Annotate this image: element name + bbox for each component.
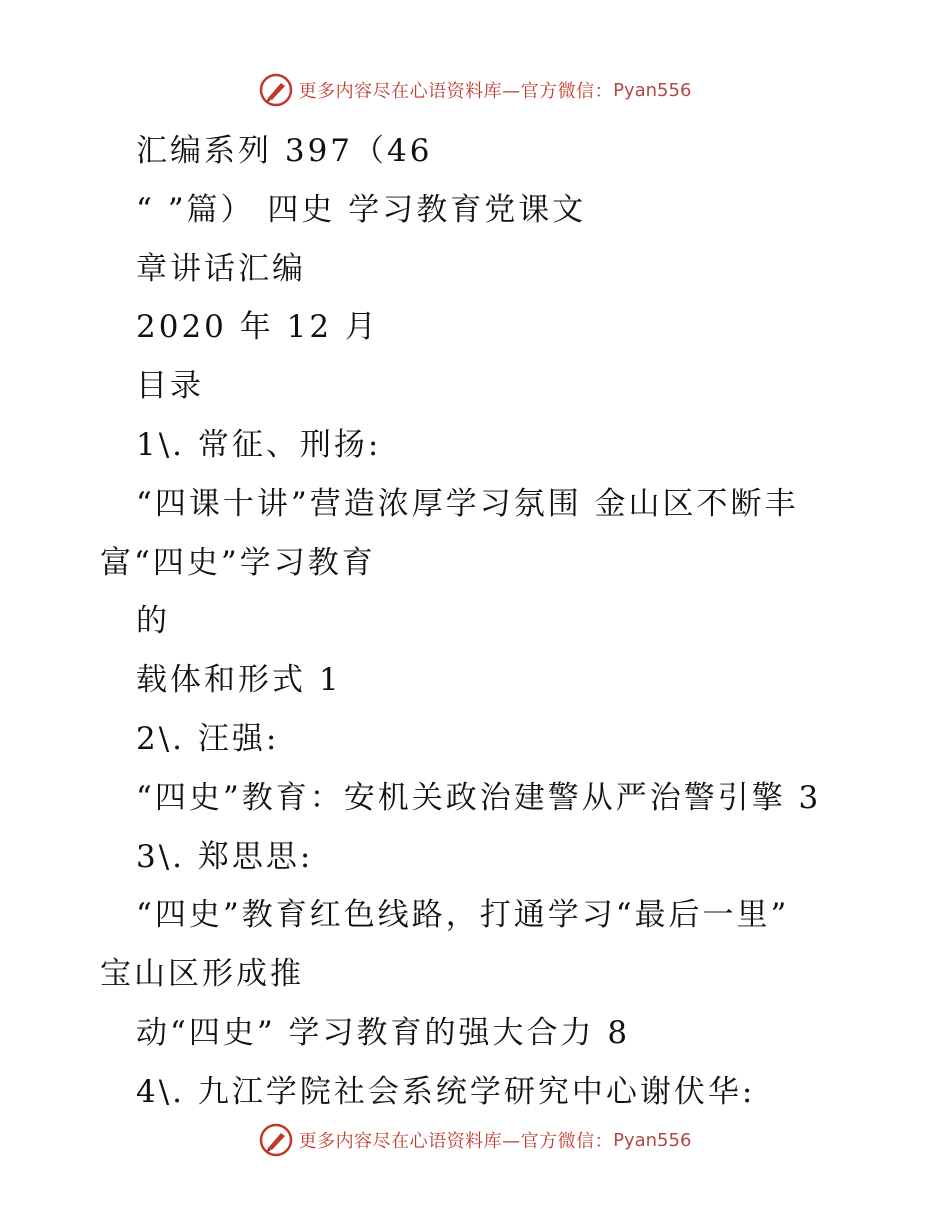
document-line: “四史”教育：安机关政治建警从严治警引擎 3 — [136, 779, 822, 816]
document-line: 富“四史”学习教育 — [100, 544, 376, 581]
document-line: “四课十讲”营造浓厚学习氛围 金山区不断丰 — [136, 485, 799, 522]
document-line: 载体和形式 1 — [136, 662, 342, 699]
document-line: 2\. 汪强: — [136, 720, 280, 757]
document-line: 动“四史” 学习教育的强大合力 8 — [136, 1014, 631, 1051]
document-line: 章讲话汇编 — [136, 250, 306, 287]
document-line: 宝山区形成推 — [100, 956, 304, 993]
document-line: “四史”教育红色线路，打通学习“最后一里” — [136, 897, 790, 934]
document-line: 3\. 郑思思: — [136, 838, 314, 875]
watermark-text: 更多内容尽在心语资料库—官方微信： — [298, 1131, 614, 1152]
pen-logo-icon — [259, 73, 293, 107]
document-line: 1\. 常征、刑扬: — [136, 426, 382, 463]
document-line: 目录 — [136, 368, 204, 405]
watermark-text: 更多内容尽在心语资料库—官方微信： — [298, 81, 614, 102]
watermark-banner-bottom — [0, 1120, 950, 1160]
document-line: 2020 年 12 月 — [136, 309, 379, 346]
watermark-wechat-id: Pyan556 — [613, 79, 692, 101]
watermark-wechat-id: Pyan556 — [613, 1129, 692, 1151]
document-line: 4\. 九江学院社会系统学研究中心谢伏华: — [136, 1073, 756, 1110]
watermark-banner-top — [0, 70, 950, 110]
document-body — [100, 122, 900, 1122]
document-line: 的 — [136, 603, 170, 640]
document-line: 汇编系列 397（46 — [136, 133, 433, 169]
document-line: “ ”篇） 四史 学习教育党课文 — [136, 191, 587, 228]
pen-logo-icon — [259, 1123, 293, 1157]
